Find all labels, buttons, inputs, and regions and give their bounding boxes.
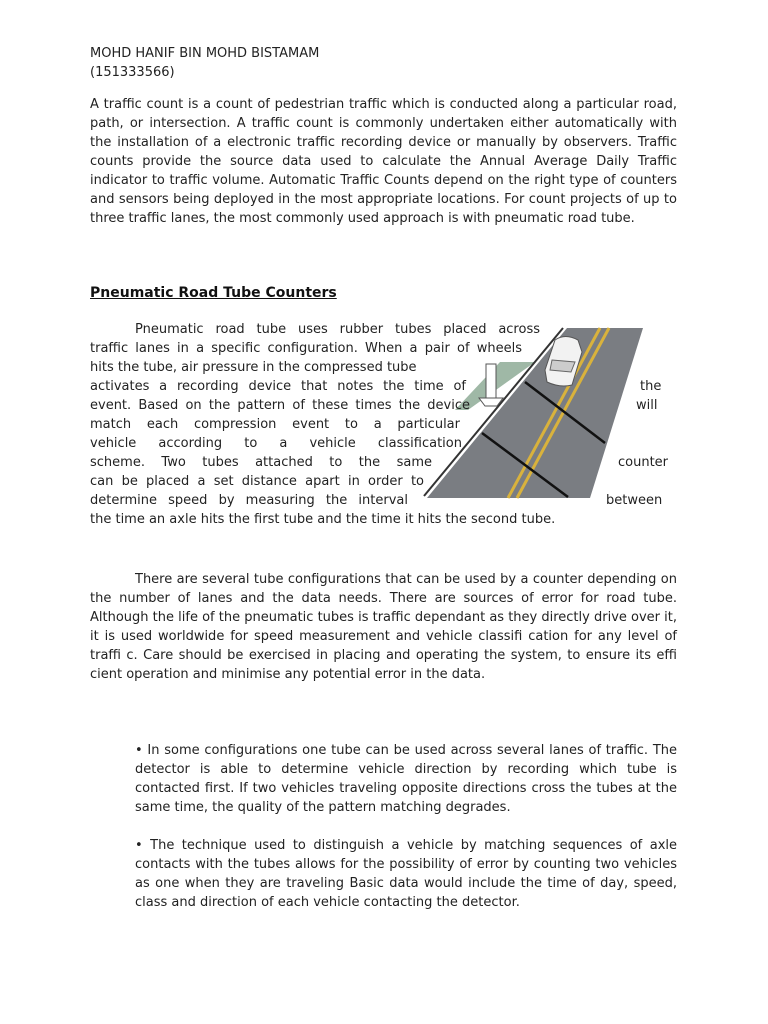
- wrap-line-left: vehicle according to a vehicle classification: [90, 436, 462, 451]
- wrap-line-right: counter: [618, 455, 669, 470]
- wrap-line-left: Pneumatic road tube uses rubber tubes placed across: [135, 322, 540, 337]
- wrap-line-left: determine speed by measuring the interval: [90, 493, 408, 508]
- bullet-1: • In some configurations one tube can be used across several lanes of traffic. The detector is able to determine vehicle direction by recording which tube is contacted first. If two vehicles traveling opposite directions cross the tubes at the same time, the quality of the pattern matching degrades.: [135, 743, 677, 815]
- wrap-line-left: the time an axle hits the first tube and the time it hits the second tube.: [90, 512, 556, 527]
- author-name: MOHD HANIF BIN MOHD BISTAMAM: [90, 46, 320, 61]
- wrap-line-right: will: [636, 398, 658, 413]
- wrap-line-right: between: [606, 493, 663, 508]
- intro-paragraph: A traffic count is a count of pedestrian traffic which is conducted along a particular road, path, or intersection. A traffic count is commonly undertaken either automatically with the installation of a electronic traffic recording device or manually by observers. Traffic counts provide the source data used to calculate the Annual Average Daily Traffic indicator to traffic volume. Automatic Traffic Counts depend on the right type of counters and sensors being deployed in the most appropriate locations. For count projects of up to three traffic lanes, the most commonly used approach is with pneumatic road tube.: [90, 97, 677, 226]
- author-id: (151333566): [90, 65, 175, 80]
- wrap-line-left: can be placed a set distance apart in order to: [90, 474, 424, 489]
- wrap-line-left: event. Based on the pattern of these times the device: [90, 398, 470, 413]
- bullet-2: • The technique used to distinguish a vehicle by matching sequences of axle contacts with the tubes allows for the possibility of error by counting two vehicles as one when they are traveling Basic data would include the time of day, speed, class and direction of each vehicle contacting the detector.: [135, 838, 677, 910]
- wrap-line-left: traffic lanes in a specific configuration. When a pair of wheels: [90, 341, 522, 356]
- wrap-line-left: scheme. Two tubes attached to the same: [90, 455, 432, 470]
- wrap-line-left: match each compression event to a particular: [90, 417, 460, 432]
- wrap-line-right: the: [640, 379, 662, 394]
- wrap-line-left: activates a recording device that notes the time of: [90, 379, 466, 394]
- wrap-line-left: hits the tube, air pressure in the compressed tube: [90, 360, 417, 375]
- body-paragraph-2: There are several tube configurations that can be used by a counter depending on the number of lanes and the data needs. There are sources of error for road tube. Although the life of the pneumatic tubes is traffic dependant as they directly drive over it, it is used worldwide for speed measurement and vehicle classifi cation for any level of traffi c. Care should be exercised in placing and operating the system, to ensure its effi cient operation and minimise any potential error in the data.: [90, 572, 677, 682]
- section-heading: Pneumatic Road Tube Counters: [90, 285, 337, 301]
